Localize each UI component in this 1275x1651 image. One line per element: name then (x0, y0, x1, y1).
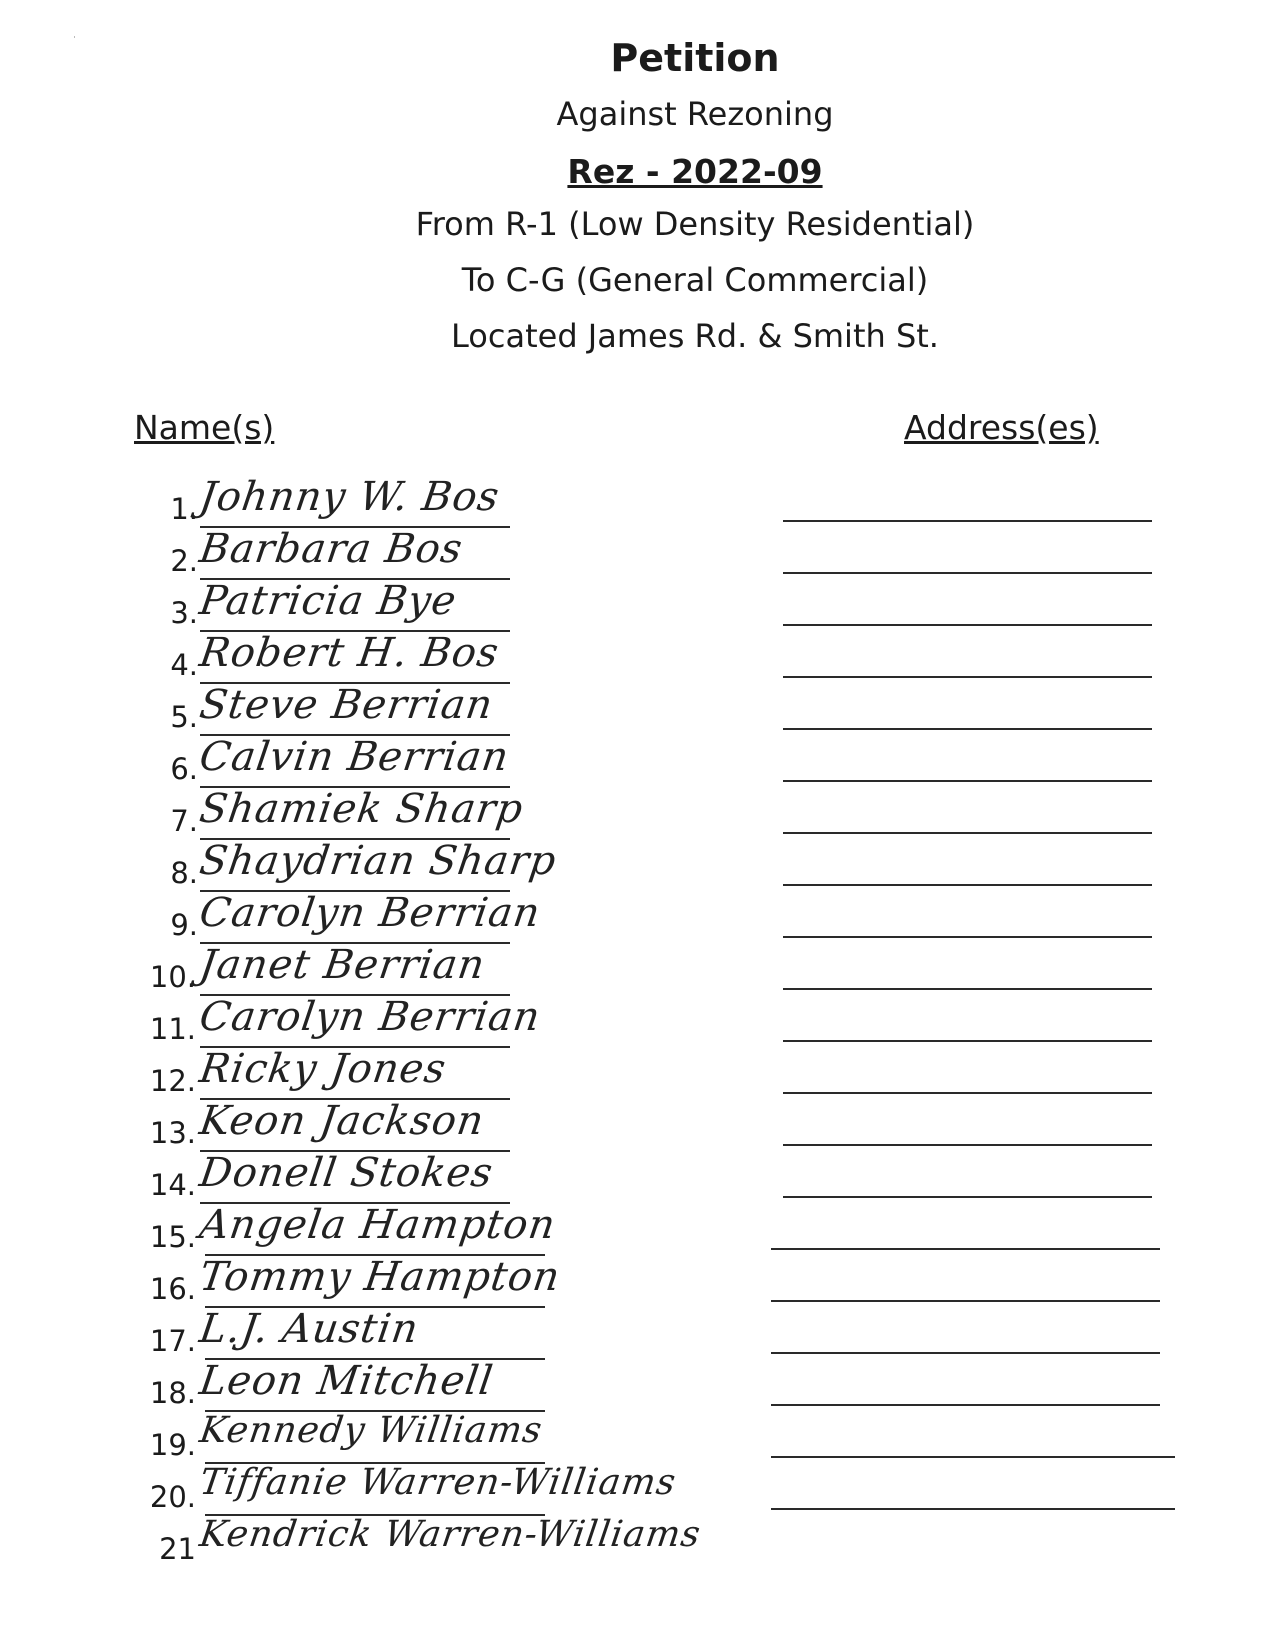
address-line (771, 1248, 1160, 1250)
row-number: 3. (170, 596, 198, 630)
row-number: 19. (149, 1428, 196, 1462)
table-row (0, 1514, 1275, 1572)
table-row (0, 1202, 1275, 1260)
address-line (771, 1508, 1175, 1510)
table-row (0, 526, 1275, 584)
table-row (0, 942, 1275, 1000)
table-row (0, 682, 1275, 740)
address-line (783, 676, 1152, 678)
table-row (0, 474, 1275, 532)
scan-speck: ˙ (72, 36, 77, 47)
address-line (771, 1456, 1175, 1458)
address-line (783, 624, 1152, 626)
signature: Steve Berrian (196, 682, 497, 728)
row-number: 20. (149, 1480, 196, 1514)
address-line (783, 832, 1152, 834)
address-line (783, 1144, 1152, 1146)
location: Located James Rd. & Smith St. (451, 317, 939, 355)
table-row (0, 890, 1275, 948)
row-number: 21 (159, 1532, 196, 1566)
table-row (0, 734, 1275, 792)
table-row (0, 1098, 1275, 1156)
addresses-column-header: Address(es) (904, 408, 1099, 447)
from-zoning: From R-1 (Low Density Residential) (415, 205, 975, 243)
signature: Johnny W. Bos (196, 474, 503, 520)
address-line (783, 936, 1152, 938)
to-zoning: To C-G (General Commercial) (461, 261, 929, 299)
table-row (0, 1254, 1275, 1312)
row-number: 4. (170, 648, 198, 682)
table-row (0, 1150, 1275, 1208)
table-row (0, 1462, 1275, 1520)
signature: Janet Berrian (196, 942, 489, 988)
signature: L.J. Austin (196, 1306, 422, 1352)
case-number: Rez - 2022-09 (567, 152, 823, 191)
row-number: 11. (149, 1012, 196, 1046)
signature: Carolyn Berrian (196, 890, 544, 936)
signature: Carolyn Berrian (196, 994, 544, 1040)
signature: Patricia Bye (196, 578, 460, 624)
row-number: 5. (170, 700, 198, 734)
signature: Barbara Bos (196, 526, 466, 572)
table-row (0, 838, 1275, 896)
row-number: 16. (149, 1272, 196, 1306)
row-number: 13. (149, 1116, 196, 1150)
row-number: 17. (149, 1324, 196, 1358)
row-number: 2. (170, 544, 198, 578)
row-number: 1. (170, 492, 198, 526)
address-line (783, 1196, 1152, 1198)
address-line (783, 1040, 1152, 1042)
signature: Kendrick Warren-Williams (197, 1514, 704, 1555)
petition-title: Petition (610, 36, 780, 80)
table-row (0, 994, 1275, 1052)
row-number: 7. (170, 804, 198, 838)
signature: Kennedy Williams (197, 1410, 546, 1451)
row-number: 15. (149, 1220, 196, 1254)
signature: Shamiek Sharp (196, 786, 527, 832)
row-number: 14. (149, 1168, 196, 1202)
address-line (783, 884, 1152, 886)
address-line (771, 1404, 1160, 1406)
address-line (783, 572, 1152, 574)
signature: Calvin Berrian (196, 734, 513, 780)
address-line (771, 1352, 1160, 1354)
signature: Keon Jackson (196, 1098, 488, 1144)
row-number: 9. (170, 908, 198, 942)
signature: Leon Mitchell (196, 1358, 497, 1404)
table-row (0, 786, 1275, 844)
petition-subtitle: Against Rezoning (556, 95, 834, 133)
names-column-header: Name(s) (134, 408, 275, 447)
table-row (0, 1046, 1275, 1104)
signature: Donell Stokes (196, 1150, 497, 1196)
address-line (771, 1300, 1160, 1302)
signature: Ricky Jones (196, 1046, 450, 1092)
signature: Tiffanie Warren-Williams (197, 1462, 679, 1503)
table-row (0, 1306, 1275, 1364)
row-number: 12. (149, 1064, 196, 1098)
address-line (783, 780, 1152, 782)
address-line (783, 988, 1152, 990)
table-row (0, 1410, 1275, 1468)
row-number: 6. (170, 752, 198, 786)
table-row (0, 1358, 1275, 1416)
address-line (783, 728, 1152, 730)
row-number: 10. (149, 960, 196, 994)
signature: Angela Hampton (196, 1202, 559, 1248)
signature: Robert H. Bos (196, 630, 502, 676)
row-number: 18. (149, 1376, 196, 1410)
table-row (0, 578, 1275, 636)
address-line (783, 1092, 1152, 1094)
table-row (0, 630, 1275, 688)
row-number: 8. (170, 856, 198, 890)
signature: Shaydrian Sharp (196, 838, 560, 884)
signature: Tommy Hampton (196, 1254, 564, 1300)
address-line (783, 520, 1152, 522)
